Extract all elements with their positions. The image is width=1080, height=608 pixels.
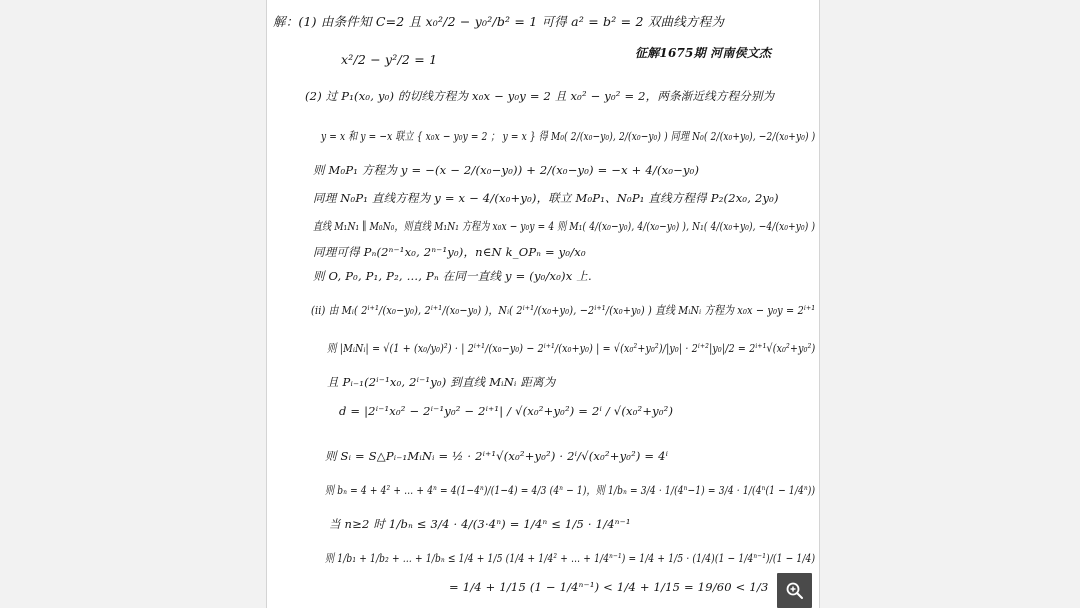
solution-line-bn: 则 bₙ = 4 + 4² + … + 4ⁿ = 4(1−4ⁿ)/(1−4) = 4/3 (4ⁿ − 1)，则 1/bₙ = 3/4 · 1/(4ⁿ−1) = 3/4 · 1/(4ⁿ(1 − 1/4ⁿ)) — [325, 483, 816, 497]
solution-line-m1n1: 直线 M₁N₁ ∥ M₀N₀，则直线 M₁N₁ 方程为 x₀x − y₀y = 4 则 M₁( 4/(x₀−y₀), 4/(x₀−y₀) ), N₁( 4/(x₀+y₀), −4/(x₀+y₀) ) — [313, 219, 816, 233]
solution-line-conclusion: = 1/4 + 1/15 (1 − 1/4ⁿ⁻¹) < 1/4 + 1/15 = 19/60 < 1/3 — [449, 580, 769, 594]
solution-line-asymptotes: y = x 和 y = −x 联立 { x₀x − y₀y = 2 ； y = x } 得 M₀( 2/(x₀−y₀), 2/(x₀−y₀) ) 同理 N₀( 2/(x₀+y₀), −2/(x₀+y₀) ) — [321, 129, 816, 143]
zoom-button[interactable] — [777, 573, 812, 608]
solution-line-1: 解：(1) 由条件知 C=2 且 x₀²/2 − y₀²/b² = 1 可得 a² = b² = 2 双曲线方程为 — [273, 14, 725, 29]
solution-line-length: 则 |MᵢNᵢ| = √(1 + (x₀/y₀)²) · | 2ⁱ⁺¹/(x₀−y₀) − 2ⁱ⁺¹/(x₀+y₀) | = √(x₀²+y₀²)/|y₀| · 2ⁱ⁺²|y₀|/2 = 2ⁱ⁺¹√(x₀²+y₀²) — [327, 341, 816, 355]
solution-line-part2-intro: (2) 过 P₁(x₀, y₀) 的切线方程为 x₀x − y₀y = 2 且 x₀² − y₀² = 2，两条渐近线方程分别为 — [305, 89, 775, 103]
solution-line-distance: d = |2ⁱ⁻¹x₀² − 2ⁱ⁻¹y₀² − 2ⁱ⁺¹| / √(x₀²+y₀²) = 2ⁱ / √(x₀²+y₀²) — [339, 404, 674, 418]
solution-line-n0p1: 同理 N₀P₁ 直线方程为 y = x − 4/(x₀+y₀)，联立 M₀P₁、N₀P₁ 直线方程得 P₂(2x₀, 2y₀) — [313, 191, 779, 205]
zoom-in-icon — [785, 581, 805, 601]
solution-line-sum: 则 1/b₁ + 1/b₂ + … + 1/bₙ ≤ 1/4 + 1/5 (1/4 + 1/4² + … + 1/4ⁿ⁻¹) = 1/4 + 1/5 · (1/4)(1 − 1/4ⁿ⁻¹)/(1 − 1/4) — [325, 551, 816, 565]
solution-line-pn: 同理可得 Pₙ(2ⁿ⁻¹x₀, 2ⁿ⁻¹y₀)，n∈N k_OPₙ = y₀/x₀ — [313, 245, 586, 259]
author-credit: 征解1675期 河南侯文杰 — [635, 46, 772, 60]
solution-line-collinear: 则 O, P₀, P₁, P₂, …, Pₙ 在同一直线 y = (y₀/x₀)x 上. — [313, 269, 592, 283]
solution-line-area: 则 Sᵢ = S△Pᵢ₋₁MᵢNᵢ = ½ · 2ⁱ⁺¹√(x₀²+y₀²) · 2ⁱ/√(x₀²+y₀²) = 4ⁱ — [325, 449, 669, 463]
solution-page — [267, 0, 819, 608]
hyperbola-equation: x²/2 − y²/2 = 1 — [341, 52, 438, 67]
solution-line-inequality: 当 n≥2 时 1/bₙ ≤ 3/4 · 4/(3·4ⁿ) = 1/4ⁿ ≤ 1/5 · 1/4ⁿ⁻¹ — [329, 517, 631, 531]
solution-line-m0p1: 则 M₀P₁ 方程为 y = −(x − 2/(x₀−y₀)) + 2/(x₀−y₀) = −x + 4/(x₀−y₀) — [313, 163, 700, 177]
solution-line-mini: (ii) 由 Mᵢ( 2ⁱ⁺¹/(x₀−y₀), 2ⁱ⁺¹/(x₀−y₀) )，Nᵢ( 2ⁱ⁺¹/(x₀+y₀), −2ⁱ⁺¹/(x₀+y₀) ) 直线 MᵢNᵢ 方程为 x₀x − y₀y = 2ⁱ⁺¹ — [311, 303, 816, 317]
solution-line-distance-intro: 且 Pᵢ₋₁(2ⁱ⁻¹x₀, 2ⁱ⁻¹y₀) 到直线 MᵢNᵢ 距离为 — [327, 375, 556, 389]
